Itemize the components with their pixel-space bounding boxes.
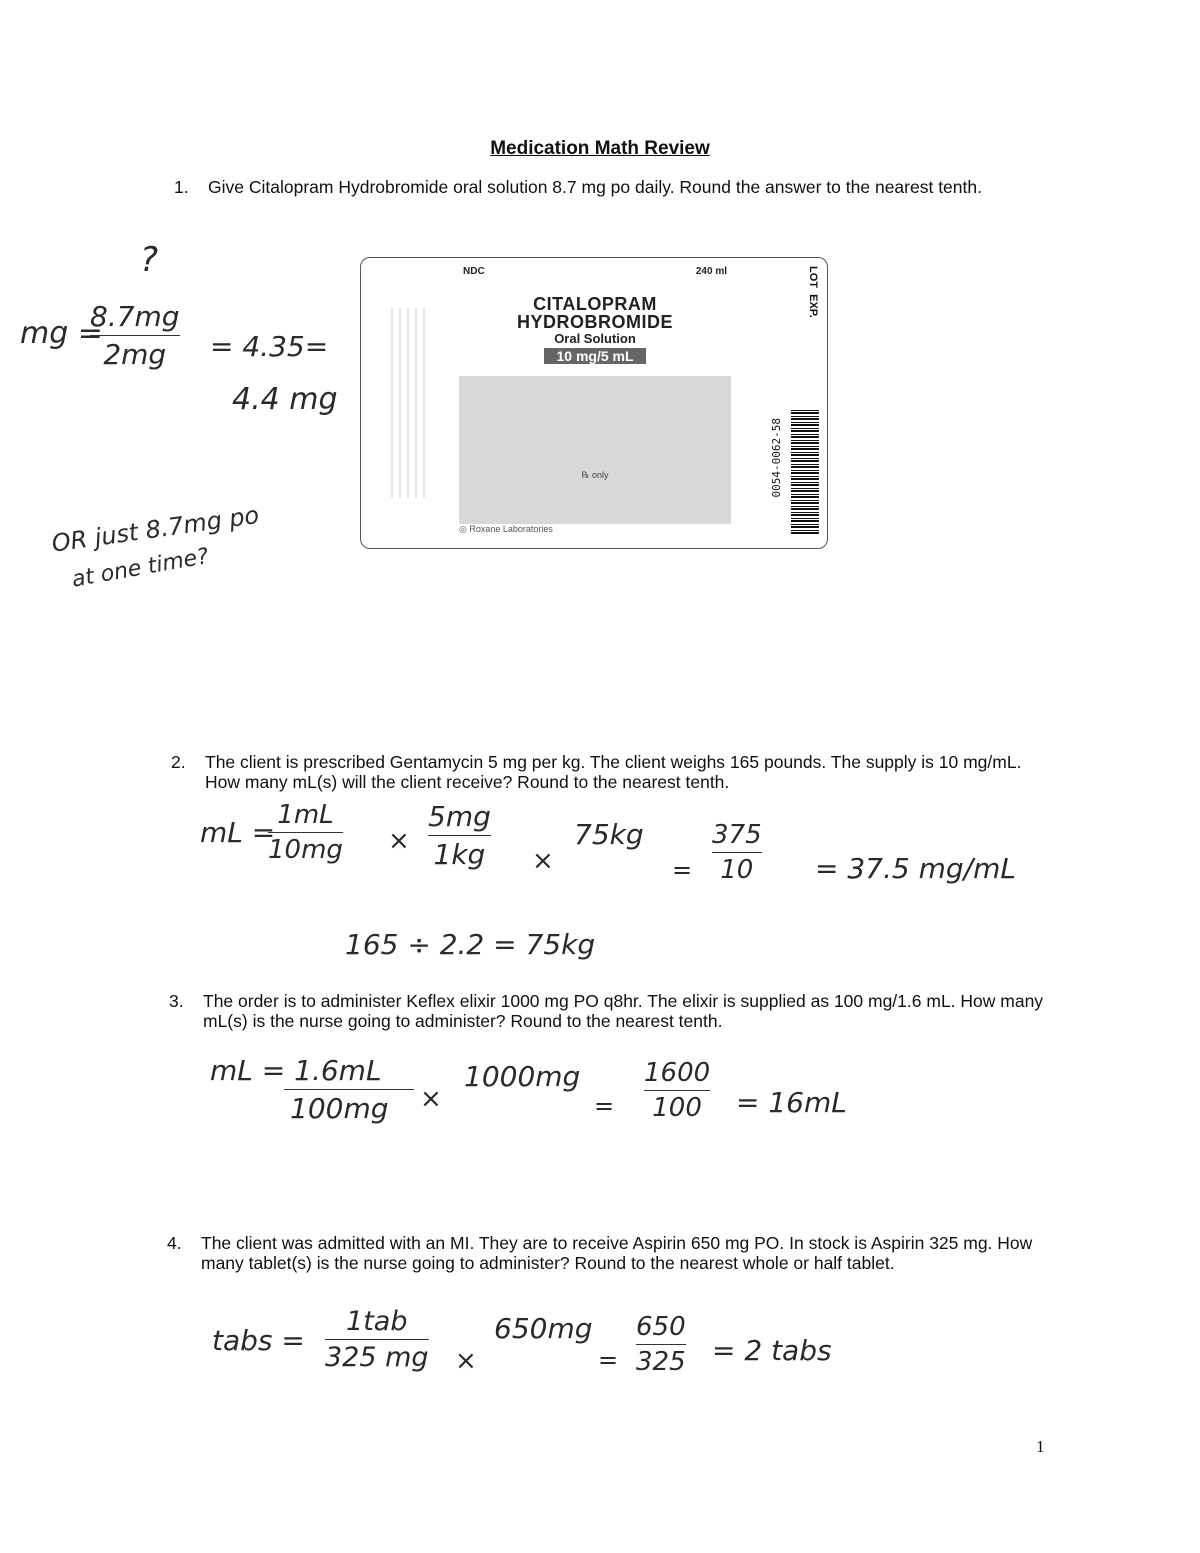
hw-q2-f2-den: 1kg [433,838,486,871]
hw-q1-rounded: 4.4 mg [232,382,338,417]
page-number: 1 [1036,1437,1045,1456]
hw-q3-f2-den: 100 [652,1093,702,1123]
label-main-panel [459,266,731,544]
fraction-bar [644,1090,710,1091]
label-company [459,524,731,535]
fraction-bar [90,335,180,336]
hw-q4-times: × [455,1346,477,1376]
hw-q3-f2-num: 1600 [644,1058,711,1088]
hw-q2-times-2: × [532,846,554,876]
label-drug-line2: HYDROBROMIDE [516,312,673,332]
hw-q1-denominator: 2mg [103,338,167,371]
page-title: Medication Math Review [490,138,710,159]
faded-print-area [391,308,431,498]
label-ndc-row [459,266,731,277]
hw-q2-f3-den: 10 [720,855,754,885]
hw-q3-equals: = [594,1092,615,1120]
fraction-bar [268,832,343,833]
hw-q2-f1-den: 10mg [268,835,343,865]
question-2-number: 2. [171,752,186,772]
label-info-text [459,376,731,470]
hw-q3-f1-den: 100mg [290,1092,389,1125]
hw-q1-numerator: 8.7mg [90,300,180,333]
label-strength: 10 mg/5 mL [544,348,645,364]
hw-q3-f1-num: 1.6mL [294,1054,382,1087]
hw-q4-f2-num: 650 [636,1312,686,1342]
hw-q4-fraction-2 [636,1312,686,1377]
question-1-text: Give Citalopram Hydrobromide oral solution 8.7 mg po daily. Round the answer to the nearest tenth. [208,177,982,197]
question-4-text: The client was admitted with an MI. They are to receive Aspirin 650 mg PO. In stock is Aspirin 325 mg. How many tablet(s) is the nurse going to administer? Round to the nearest whole or half tablet. [201,1233,1033,1273]
hw-q2-lhs: mL = [200,816,276,849]
fraction-bar [325,1339,429,1340]
hw-q3-dose: 1000mg [464,1060,581,1093]
hw-q4-f2-den: 325 [636,1347,686,1377]
label-lot-exp [807,266,819,318]
company-logo-icon: ◎ [459,524,467,534]
hw-q4-answer: = 2 tabs [712,1334,832,1367]
hw-q1-lhs: mg = [20,316,103,351]
fraction-bar [428,835,491,836]
question-2-text: The client is prescribed Gentamycin 5 mg per kg. The client weighs 165 pounds. The supply is 10 mg/mL. How many mL(s) will the client receive? Round to the nearest tenth. [205,752,1022,792]
fraction-bar [712,852,762,853]
hw-q1-fraction [90,300,180,371]
hw-q2-fraction-3 [712,820,762,885]
barcode-icon [791,408,819,534]
hw-q2-fraction-2 [428,800,491,871]
label-volume: 240 ml [695,266,727,277]
hw-q2-f1-num: 1mL [277,800,334,830]
label-info-panel [459,376,731,524]
hw-q1-note-line2: at one time? [70,543,211,593]
label-lot: LOT [807,266,819,288]
hw-q3-times: × [420,1084,442,1114]
hw-q3-answer: = 16mL [736,1086,847,1119]
hw-q1-note-line1: OR just 8.7mg po [50,500,261,558]
hw-q2-times-1: × [388,826,410,856]
label-barcode-number: 0054-0062-58 [770,418,783,498]
hw-q3-fraction-1 [210,1054,414,1125]
label-drug-line1: CITALOPRAM [533,294,657,314]
question-3-number: 3. [169,991,184,1011]
hw-q4-equals: = [598,1346,619,1374]
hw-q1-question-mark: ? [140,240,159,280]
hw-q4-fraction-1 [325,1306,429,1373]
hw-q4-lhs: tabs = [212,1324,305,1357]
hw-q3-fraction-2 [644,1058,710,1123]
hw-q4-f1-den: 325 mg [325,1342,429,1373]
label-rx-only: ℞ only [581,470,609,480]
hw-q2-f2-num: 5mg [428,800,491,833]
hw-q4-f1-num: 1tab [346,1306,408,1337]
question-4-number: 4. [167,1233,182,1253]
hw-q2-conversion: 165 ÷ 2.2 = 75kg [345,928,596,961]
fraction-bar [636,1344,686,1345]
label-company-name: Roxane Laboratories [469,524,553,534]
fraction-bar [284,1089,414,1090]
hw-q2-f3-num: 375 [712,820,762,850]
hw-q4-dose: 650mg [494,1312,593,1345]
label-fine-print-top [459,277,731,286]
label-ndc: NDC [463,266,485,277]
hw-q2-fraction-1 [268,800,343,865]
hw-q2-answer: = 37.5 mg/mL [815,852,1016,885]
label-form: Oral Solution [554,331,636,346]
medication-label [360,257,828,549]
hw-q3-lhs: mL = [210,1054,286,1087]
question-3-text: The order is to administer Keflex elixir 1000 mg PO q8hr. The elixir is supplied as 100 mg/1.6 mL. How many mL(s) is the nurse going to administer? Round to the nearest tenth. [203,991,1044,1031]
hw-q1-result: = 4.35= [210,330,329,363]
question-1-number: 1. [174,177,189,197]
hw-q2-equals: = [672,856,693,884]
label-exp: EXP. [807,294,819,318]
hw-q2-weight: 75kg [574,818,644,851]
